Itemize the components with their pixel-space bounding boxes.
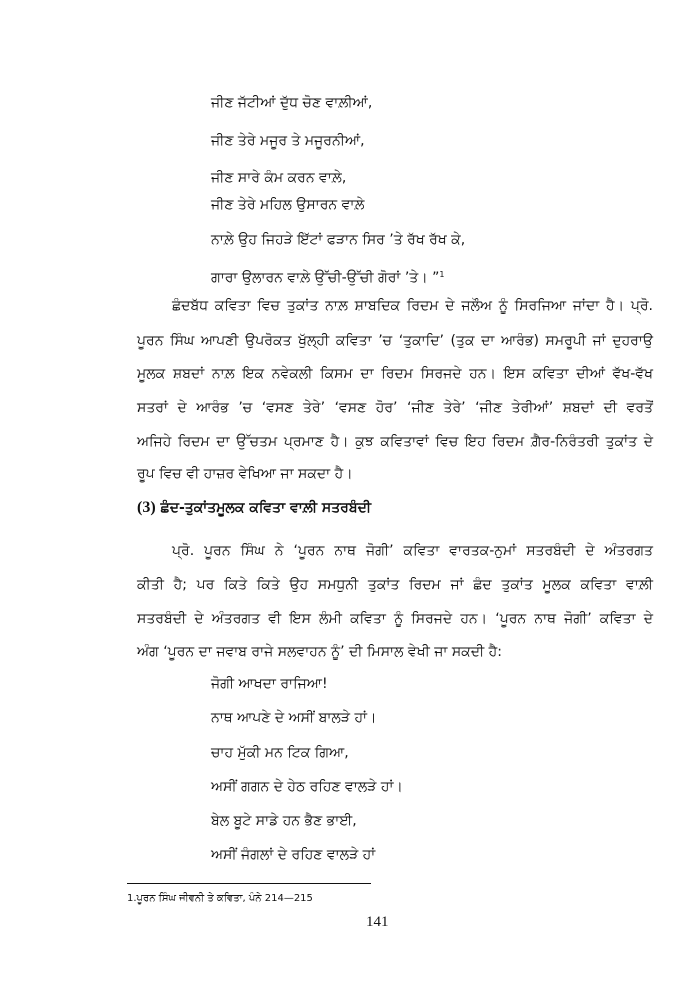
verse-line: ਅਸੀਂ ਜੰਗਲਾਂ ਦੇ ਰਹਿਣ ਵਾਲੜੇ ਹਾਂ: [211, 847, 376, 863]
paragraph-line: ਛੰਦਬੱਧ ਕਵਿਤਾ ਵਿਚ ਤੁਕਾਂਤ ਨਾਲ਼ ਸ਼ਾਬਦਿਕ ਰਿਦਮ ਦੇ ਜਲੌਅ ਨੂੰ ਸਿਰਜਿਆ ਜਾਂਦਾ ਹੈ। ਪ੍ਰੋ.: [172, 298, 653, 314]
verse-line-last: [211, 265, 445, 288]
paragraph-line: ਮੂਲਕ ਸ਼ਬਦਾਂ ਨਾਲ਼ ਇਕ ਨਵੇਕਲੀ ਕਿਸਮ ਦਾ ਰਿਦਮ ਸਿਰਜਦੇ ਹਨ। ਇਸ ਕਵਿਤਾ ਦੀਆਂ ਵੱਖ-ਵੱਖ: [137, 366, 653, 382]
paragraph-line: ਅਜਿਹੇ ਰਿਦਮ ਦਾ ਉੱਚਤਮ ਪ੍ਰਮਾਣ ਹੈ। ਕੁਝ ਕਵਿਤਾਵਾਂ ਵਿਚ ਇਹ ਰਿਦਮ ਗ਼ੈਰ-ਨਿਰੰਤਰੀ ਤੁਕਾਂਤ ਦੇ: [137, 434, 653, 450]
paragraph-line: ਅੰਗ ‘ਪੂਰਨ ਦਾ ਜਵਾਬ ਰਾਜੇ ਸਲਵਾਹਨ ਨੂੰ’ ਦੀ ਮਿਸਾਲ ਵੇਖੀ ਜਾ ਸਕਦੀ ਹੈ:: [137, 644, 502, 660]
paragraph-line: ਪੂਰਨ ਸਿੰਘ ਆਪਣੀ ਉਪਰੋਕਤ ਖੁੱਲ੍ਹੀ ਕਵਿਤਾ ’ਚ ‘ਤੁਕਾਦਿ’ (ਤੁਕ ਦਾ ਆਰੰਭ) ਸਮਰੂਪੀ ਜਾਂ ਦੁਹਰਾਉ: [137, 333, 653, 349]
verse-line: ਜੀਣ ਤੇਰੇ ਮਹਿਲ ਉਸਾਰਨ ਵਾਲ਼ੇ: [211, 197, 365, 213]
verse-line: ਨਾਲ਼ੇ ਉਹ ਜਿਹੜੇ ਇੱਟਾਂ ਫੜਾਨ ਸਿਰ ’ਤੇ ਰੱਖ ਰੱਖ ਕੇ,: [211, 232, 466, 248]
verse-line: ਜੀਣ ਸਾਰੇ ਕੰਮ ਕਰਨ ਵਾਲ਼ੇ,: [211, 170, 347, 186]
footnote: 1.ਪੂਰਨ ਸਿੰਘ ਜੀਵਨੀ ਤੇ ਕਵਿਤਾ, ਪੰਨੇ 214—215: [127, 893, 313, 904]
verse-line: ਬੇਲ ਬੂਟੇ ਸਾਡੇ ਹਨ ਭੈਣ ਭਾਈ,: [211, 813, 357, 829]
footnote-reference[interactable]: 1: [439, 270, 445, 279]
paragraph-line: ਸਤਰਾਂ ਦੇ ਆਰੰਭ ’ਚ ‘ਵਸਣ ਤੇਰੇ’ ‘ਵਸਣ ਹੋਰ’ ‘ਜੀਣ ਤੇਰੇ’ ‘ਜੀਣ ਤੇਰੀਆਂ’ ਸ਼ਬਦਾਂ ਦੀ ਵਰਤੋਂ: [137, 400, 653, 416]
footnote-separator: [127, 883, 371, 884]
verse-line: ਜੀਣ ਤੇਰੇ ਮਜੂਰ ਤੇ ਮਜੂਰਨੀਆਂ,: [211, 133, 365, 149]
paragraph-line: ਰੂਪ ਵਿਚ ਵੀ ਹਾਜ਼ਰ ਵੇਖਿਆ ਜਾ ਸਕਦਾ ਹੈ।: [137, 466, 353, 482]
paragraph-line: ਪ੍ਰੋ. ਪੂਰਨ ਸਿੰਘ ਨੇ ‘ਪੂਰਨ ਨਾਥ ਜੋਗੀ’ ਕਵਿਤਾ ਵਾਰਤਕ-ਨੁਮਾਂ ਸਤਰਬੰਦੀ ਦੇ ਅੰਤਰਗਤ: [172, 543, 653, 559]
verse-text: ਗਾਰਾ ਉਲਾਰਨ ਵਾਲ਼ੇ ਉੱਚੀ-ਉੱਚੀ ਗੋਰਾਂ ’ਤੇ। ”: [211, 270, 440, 286]
paragraph-line: ਕੀਤੀ ਹੈ; ਪਰ ਕਿਤੇ ਕਿਤੇ ਉਹ ਸਮਧੁਨੀ ਤੁਕਾਂਤ ਰਿਦਮ ਜਾਂ ਛੰਦ ਤੁਕਾਂਤ ਮੂਲਕ ਕਵਿਤਾ ਵਾਲ਼ੀ: [137, 577, 653, 593]
section-heading: [137, 498, 371, 518]
verse-line: ਚਾਹ ਮੁੱਕੀ ਮਨ ਟਿਕ ਗਿਆ,: [211, 745, 349, 761]
verse-line: ਜੋਗੀ ਆਖਦਾ ਰਾਜਿਆ!: [211, 676, 328, 692]
verse-line: ਅਸੀਂ ਗਗਨ ਦੇ ਹੇਠ ਰਹਿਣ ਵਾਲੜੇ ਹਾਂ।: [211, 779, 403, 795]
section-number: (3): [137, 499, 156, 516]
section-title: ਛੰਦ-ਤੁਕਾਂਤਮੂਲਕ ਕਵਿਤਾ ਵਾਲ਼ੀ ਸਤਰਬੰਦੀ: [160, 500, 372, 516]
paragraph-line: ਸਤਰਬੰਦੀ ਦੇ ਅੰਤਰਗਤ ਵੀ ਇਸ ਲੰਮੀ ਕਵਿਤਾ ਨੂੰ ਸਿਰਜਦੇ ਹਨ। ‘ਪੂਰਨ ਨਾਥ ਜੋਗੀ’ ਕਵਿਤਾ ਦੇ: [137, 611, 653, 627]
verse-line: ਜੀਣ ਜੱਟੀਆਂ ਦੁੱਧ ਚੋਣ ਵਾਲ਼ੀਆਂ,: [211, 95, 373, 111]
page-number: 141: [366, 914, 389, 930]
verse-line: ਨਾਥ ਆਪਣੇ ਦੇ ਅਸੀਂ ਬਾਲੜੇ ਹਾਂ।: [211, 710, 377, 726]
